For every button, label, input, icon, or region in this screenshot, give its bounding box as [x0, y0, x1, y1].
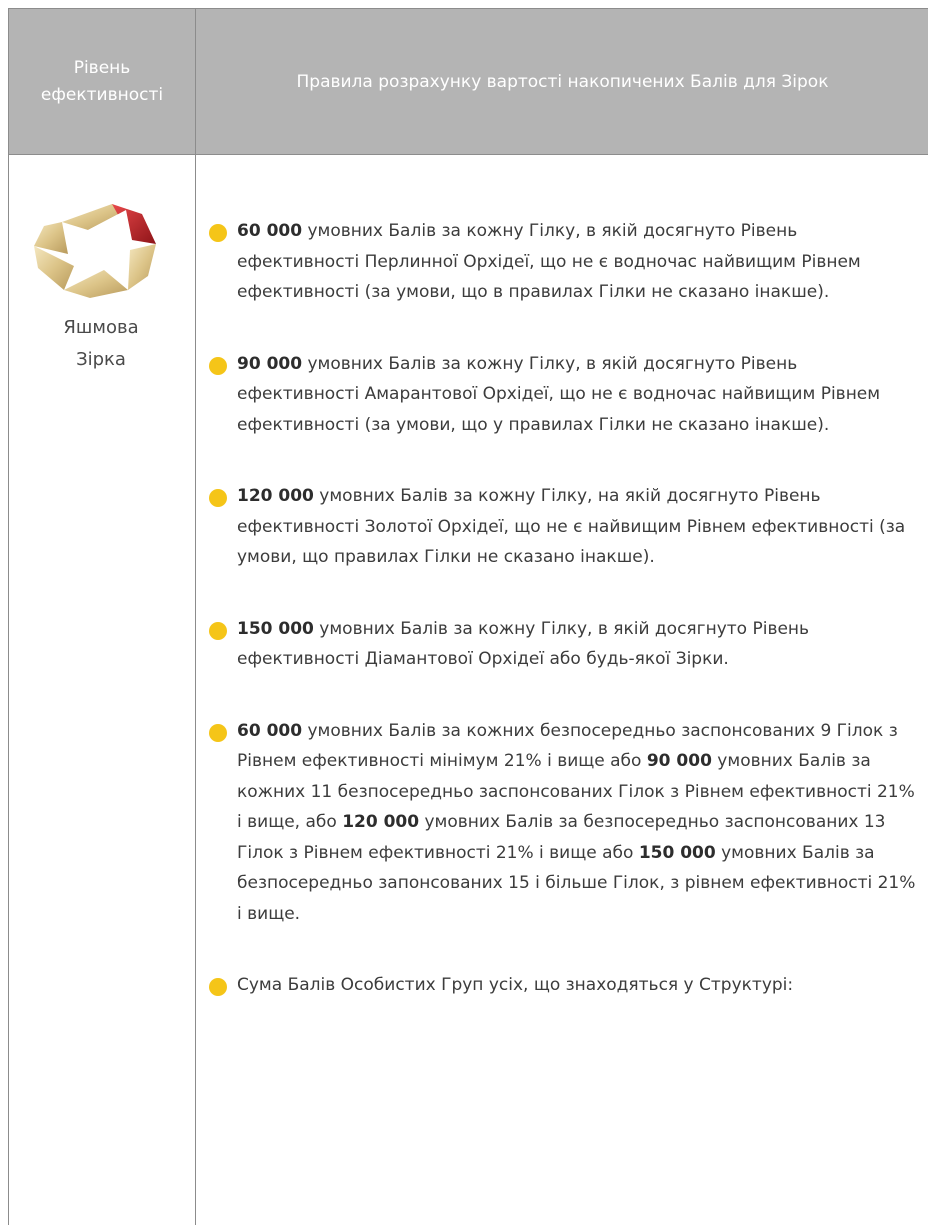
rule-amount: 60 000	[237, 221, 303, 241]
bullet-dot-icon	[209, 724, 227, 742]
rule-amount: 120 000	[342, 812, 420, 832]
rule-item	[209, 349, 919, 441]
rule-amount: 90 000	[646, 751, 712, 771]
header-level-label	[9, 9, 195, 154]
bullet-dot-icon	[209, 224, 227, 242]
column-divider	[195, 9, 196, 1225]
rule-amount: 150 000	[638, 842, 716, 863]
shutter-blade-right	[128, 244, 156, 290]
rule-amount: 90 000	[237, 353, 303, 374]
rule-text: умовних Балів за безпосередньо заспонсованих 13 Гілок з Рівнем ефективності 21% і вище або	[237, 812, 886, 863]
bullet-dot-icon	[209, 978, 227, 996]
rule-item	[209, 716, 919, 930]
rule-text: умовних Балів за кожну Гілку, на якій досягнуто Рівень ефективності Золотої Орхідеї, що не є найвищим Рівнем ефективності (за умови, що правилах Гілки не сказано інакше).	[237, 486, 906, 567]
rule-text: умовних Балів за кожних безпосередньо заспонсованих 9 Гілок з Рівнем ефективності мінімум 21% і вище або	[237, 720, 898, 771]
shutter-blade-left	[34, 246, 74, 290]
rule-amount: 150 000	[237, 618, 314, 639]
bullet-dot-icon	[209, 489, 227, 507]
header-rules-text: Правила розрахунку вартості накопичених Балів для Зірок	[296, 71, 829, 92]
rules-list	[209, 216, 919, 1042]
level-name-line1: Яшмова	[63, 317, 139, 338]
shutter-blade-bottom	[64, 270, 128, 298]
level-name	[8, 312, 194, 376]
rule-text: умовних Балів за кожну Гілку, в якій досягнуто Рівень ефективності Амарантової Орхідеї, що не є водночас найвищим Рівнем ефективності (за умови, що у правилах Гілки не сказано інакше).	[237, 353, 881, 435]
jasper-star-icon	[24, 196, 164, 302]
rule-item	[209, 614, 919, 675]
bullet-dot-icon	[209, 622, 227, 640]
rule-text: умовних Балів за кожну Гілку, в якій досягнуто Рівень ефективності Перлинної Орхідеї, що не є водночас найвищим Рівнем ефективності (за умови, що в правилах Гілки не сказано інакше).	[237, 221, 861, 302]
rule-item	[209, 481, 919, 573]
header-level-text: Рівень ефективності	[40, 57, 164, 105]
rule-item	[209, 970, 919, 1001]
rule-item	[209, 216, 919, 308]
bullet-dot-icon	[209, 357, 227, 375]
rule-text: умовних Балів за безпосередньо запонсованих 15 і більше Гілок, з рівнем ефективності 21% і вище.	[237, 842, 916, 924]
rule-text: умовних Балів за кожну Гілку, в якій досягнуто Рівень ефективності Діамантової Орхідеї або будь-якої Зірки.	[237, 618, 810, 669]
level-name-line2: Зірка	[76, 349, 126, 370]
header-rules-title	[196, 9, 928, 154]
rule-amount: 120 000	[237, 486, 314, 506]
table-header	[9, 9, 928, 155]
rule-text: Сума Балів Особистих Груп усіх, що знаходяться у Структурі:	[237, 975, 794, 995]
rule-text: умовних Балів за кожних 11 безпосередньо заспонсованих Гілок з Рівнем ефективності 21% і вище, або	[237, 751, 915, 832]
rule-amount: 60 000	[237, 720, 303, 741]
